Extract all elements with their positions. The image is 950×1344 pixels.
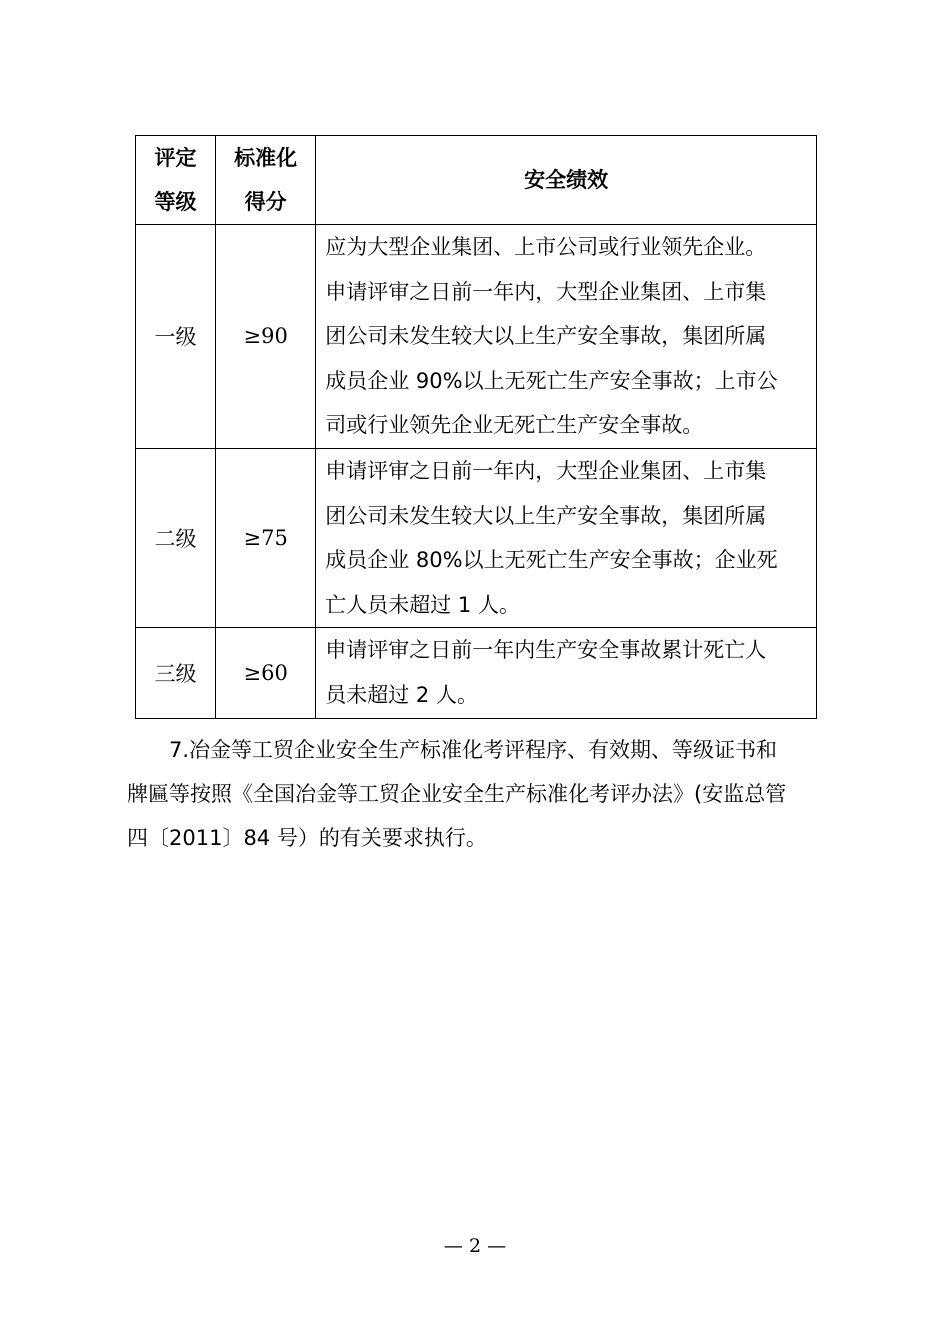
paragraph-line: 四〔2011〕84 号）的有关要求执行。 — [127, 826, 487, 850]
performance-line: 申请评审之日前一年内，大型企业集团、上市集 — [325, 458, 767, 483]
grade-score: ≥90 — [216, 225, 316, 449]
table-row-grade-2 — [136, 448, 817, 627]
grade-level: 三级 — [136, 628, 216, 718]
grade-performance — [316, 225, 817, 449]
paragraph-line: 牌匾等按照《全国冶金等工贸企业安全生产标准化考评办法》(安监总管 — [127, 782, 787, 806]
performance-line: 申请评审之日前一年内生产安全事故累计死亡人 — [325, 638, 767, 663]
grade-score: ≥75 — [216, 448, 316, 627]
performance-line: 团公司未发生较大以上生产安全事故，集团所属 — [325, 324, 767, 349]
performance-line: 司或行业领先企业无死亡生产安全事故。 — [325, 413, 704, 438]
performance-line: 成员企业 90%以上无死亡生产安全事故；上市公 — [325, 368, 778, 393]
procedure-paragraph — [127, 728, 827, 860]
performance-line: 团公司未发生较大以上生产安全事故，集团所属 — [325, 503, 767, 528]
page-number: — 2 — — [443, 1235, 507, 1257]
grade-level: 二级 — [136, 448, 216, 627]
header-level — [136, 136, 216, 225]
table-row-grade-1 — [136, 225, 817, 449]
header-score-line2: 得分 — [244, 190, 287, 214]
header-performance: 安全绩效 — [316, 136, 817, 225]
performance-line: 成员企业 80%以上无死亡生产安全事故；企业死 — [325, 548, 778, 573]
performance-line: 申请评审之日前一年内，大型企业集团、上市集 — [325, 279, 767, 304]
grade-performance — [316, 448, 817, 627]
performance-line: 员未超过 2 人。 — [325, 682, 478, 707]
grade-level: 一级 — [136, 225, 216, 449]
performance-line: 应为大型企业集团、上市公司或行业领先企业。 — [325, 235, 767, 259]
safety-grade-table — [135, 135, 817, 719]
header-score-line1: 标准化 — [234, 146, 298, 170]
grade-score: ≥60 — [216, 628, 316, 718]
header-level-line1: 评定 — [154, 146, 197, 170]
grade-performance — [316, 628, 817, 718]
performance-line: 亡人员未超过 1 人。 — [325, 592, 520, 617]
table-row-grade-3 — [136, 628, 817, 718]
paragraph-line: 7.冶金等工贸企业安全生产标准化考评程序、有效期、等级证书和 — [169, 738, 778, 762]
table-header-row — [136, 136, 817, 225]
header-score — [216, 136, 316, 225]
header-level-line2: 等级 — [154, 190, 197, 214]
